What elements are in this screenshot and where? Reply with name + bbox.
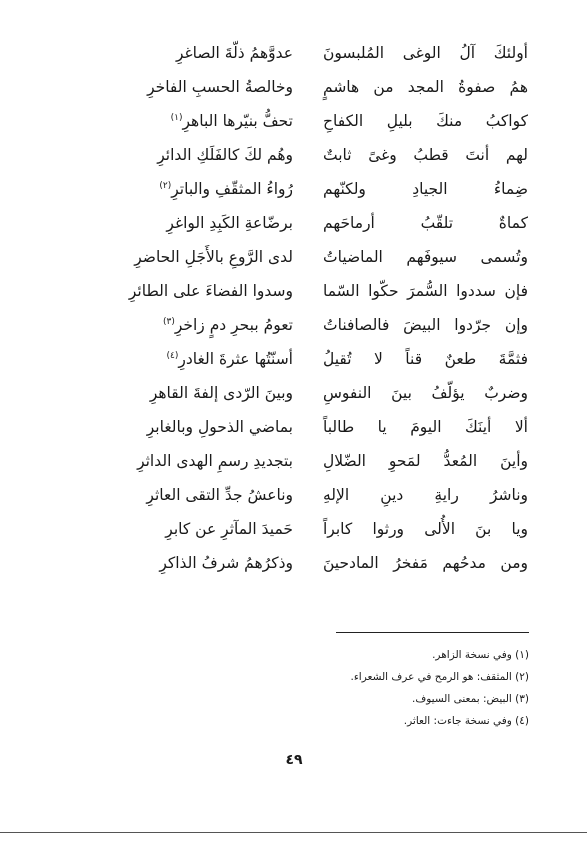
footnote-item: (١) وفي نسخة الزاهر. <box>432 649 529 661</box>
first-hemistich <box>323 240 528 274</box>
hemistich-text: وإن جرّدوا البيضَ فالصافناتُ <box>323 316 528 334</box>
first-hemistich <box>323 308 528 342</box>
second-hemistich <box>88 206 293 240</box>
hemistich-text: لدى الرَّوعِ بالأَجَلِ الحاضرِ <box>134 248 293 266</box>
first-hemistich <box>323 172 528 206</box>
verse-line <box>88 444 528 478</box>
hemistich-text: ومن مدحُهم مَفخرُ المادحينَ <box>323 554 528 572</box>
verse-line <box>88 478 528 512</box>
first-hemistich <box>323 274 528 308</box>
verse-line <box>88 172 528 206</box>
second-hemistich <box>88 308 293 342</box>
hemistich-text: تعومُ ببحرِ دمٍ زاخرِ <box>174 316 293 334</box>
second-hemistich <box>88 138 293 172</box>
second-hemistich <box>88 104 293 138</box>
hemistich-text: بتجديدِ رسمِ الهدى الداثرِ <box>137 452 293 470</box>
poem-body <box>88 36 528 580</box>
verse-line <box>88 546 528 580</box>
hemistich-text: بماضي الذحولِ وبالغابرِ <box>146 418 293 436</box>
hemistich-text: برضّاعةِ الكَبِدِ الواغرِ <box>166 214 293 232</box>
first-hemistich <box>323 376 528 410</box>
verse-line <box>88 240 528 274</box>
first-hemistich <box>323 512 528 546</box>
hemistich-text: ضِماءُ الجيادِ ولكنّهم <box>323 180 528 198</box>
verse-line <box>88 70 528 104</box>
footnote-reference: (١) <box>170 112 183 123</box>
hemistich-text: فإن سددوا السُّمرَ حكّوا السّما <box>323 282 528 300</box>
second-hemistich <box>88 512 293 546</box>
hemistich-text: وأينَ المُعدُّ لمَحوِ الضّلالِ <box>323 452 528 470</box>
hemistich-text: أسنّتُها عثرةَ الغادرِ <box>178 350 293 368</box>
second-hemistich <box>88 36 293 70</box>
verse-line <box>88 342 528 376</box>
hemistich-text: عدوَّهمُ ذلّةَ الصاغرِ <box>176 44 293 62</box>
footnote-reference: (٤) <box>166 350 179 361</box>
second-hemistich <box>88 172 293 206</box>
footnote-item: (٢) المثقف: هو الرمح في عرف الشعراء. <box>350 671 529 683</box>
hemistich-text: كواكبُ منكَ بليلِ الكفاحِ <box>323 112 528 130</box>
first-hemistich <box>323 342 528 376</box>
second-hemistich <box>88 342 293 376</box>
footnote-reference: (٣) <box>162 316 175 327</box>
second-hemistich <box>88 444 293 478</box>
footnote-item: (٣) البيض: بمعنى السيوف. <box>412 693 529 705</box>
second-hemistich <box>88 546 293 580</box>
verse-line <box>88 274 528 308</box>
first-hemistich <box>323 478 528 512</box>
hemistich-text: ألا أينَكَ اليومَ يا طالباً <box>323 418 528 436</box>
hemistich-text: رُواءُ المثقّفِ والباترِ <box>171 180 293 198</box>
first-hemistich <box>323 70 528 104</box>
first-hemistich <box>323 104 528 138</box>
hemistich-text: همُ صفوةُ المجد من هاشمٍ <box>323 78 528 96</box>
first-hemistich <box>323 444 528 478</box>
hemistich-text: وضربٌ يؤلّفُ بينَ النفوسِ <box>323 384 528 402</box>
second-hemistich <box>88 240 293 274</box>
first-hemistich <box>323 410 528 444</box>
verse-line <box>88 138 528 172</box>
page-number: ٤٩ <box>285 752 303 768</box>
second-hemistich <box>88 70 293 104</box>
verse-line <box>88 410 528 444</box>
verse-line <box>88 376 528 410</box>
hemistich-text: وخالصةُ الحسبِ الفاخرِ <box>147 78 293 96</box>
hemistich-text: وسدوا الفضاءَ على الطائرِ <box>128 282 293 300</box>
footnote-reference: (٢) <box>159 180 172 191</box>
hemistich-text: وهُم لكَ كالفَلَكِ الدائرِ <box>157 146 293 164</box>
hemistich-text: تحفُّ بنيّرها الباهرِ <box>182 112 293 130</box>
hemistich-text: لهم أنتَ قطبُ وغىً ثابتٌ <box>323 146 528 164</box>
hemistich-text: فثمَّةَ طعنٌ قناً لا تُقيلُ <box>323 350 528 368</box>
verse-line <box>88 308 528 342</box>
first-hemistich <box>323 36 528 70</box>
footnote-separator <box>336 632 529 633</box>
hemistich-text: أولئكَ آلُ الوغى المُلبسونَ <box>323 44 528 62</box>
page-bottom-edge <box>0 832 587 833</box>
hemistich-text: وناشرُ رايةِ دينِ الإلهِ <box>323 486 528 504</box>
second-hemistich <box>88 478 293 512</box>
hemistich-text: وذكرُهمُ شرفُ الذاكرِ <box>159 554 293 572</box>
hemistich-text: وتُسمى سيوفَهم الماضياتُ <box>323 248 528 266</box>
first-hemistich <box>323 206 528 240</box>
verse-line <box>88 104 528 138</box>
hemistich-text: وناعشُ جدِّ التقى العاثرِ <box>146 486 293 504</box>
verse-line <box>88 512 528 546</box>
verse-line <box>88 36 528 70</box>
hemistich-text: حَميدَ المآثرِ عن كابرِ <box>165 520 293 538</box>
hemistich-text: وبينَ الرّدى إلفةَ القاهرِ <box>149 384 293 402</box>
first-hemistich <box>323 138 528 172</box>
second-hemistich <box>88 410 293 444</box>
second-hemistich <box>88 274 293 308</box>
first-hemistich <box>323 546 528 580</box>
footnote-item: (٤) وفي نسخة جاءت: العاثر. <box>403 715 529 727</box>
verse-line <box>88 206 528 240</box>
second-hemistich <box>88 376 293 410</box>
hemistich-text: كماةٌ تلقّبُ أرماحَهم <box>323 214 528 232</box>
footnotes <box>229 644 529 732</box>
hemistich-text: ويا بنَ الأُلى ورثوا كابراً <box>323 520 528 538</box>
